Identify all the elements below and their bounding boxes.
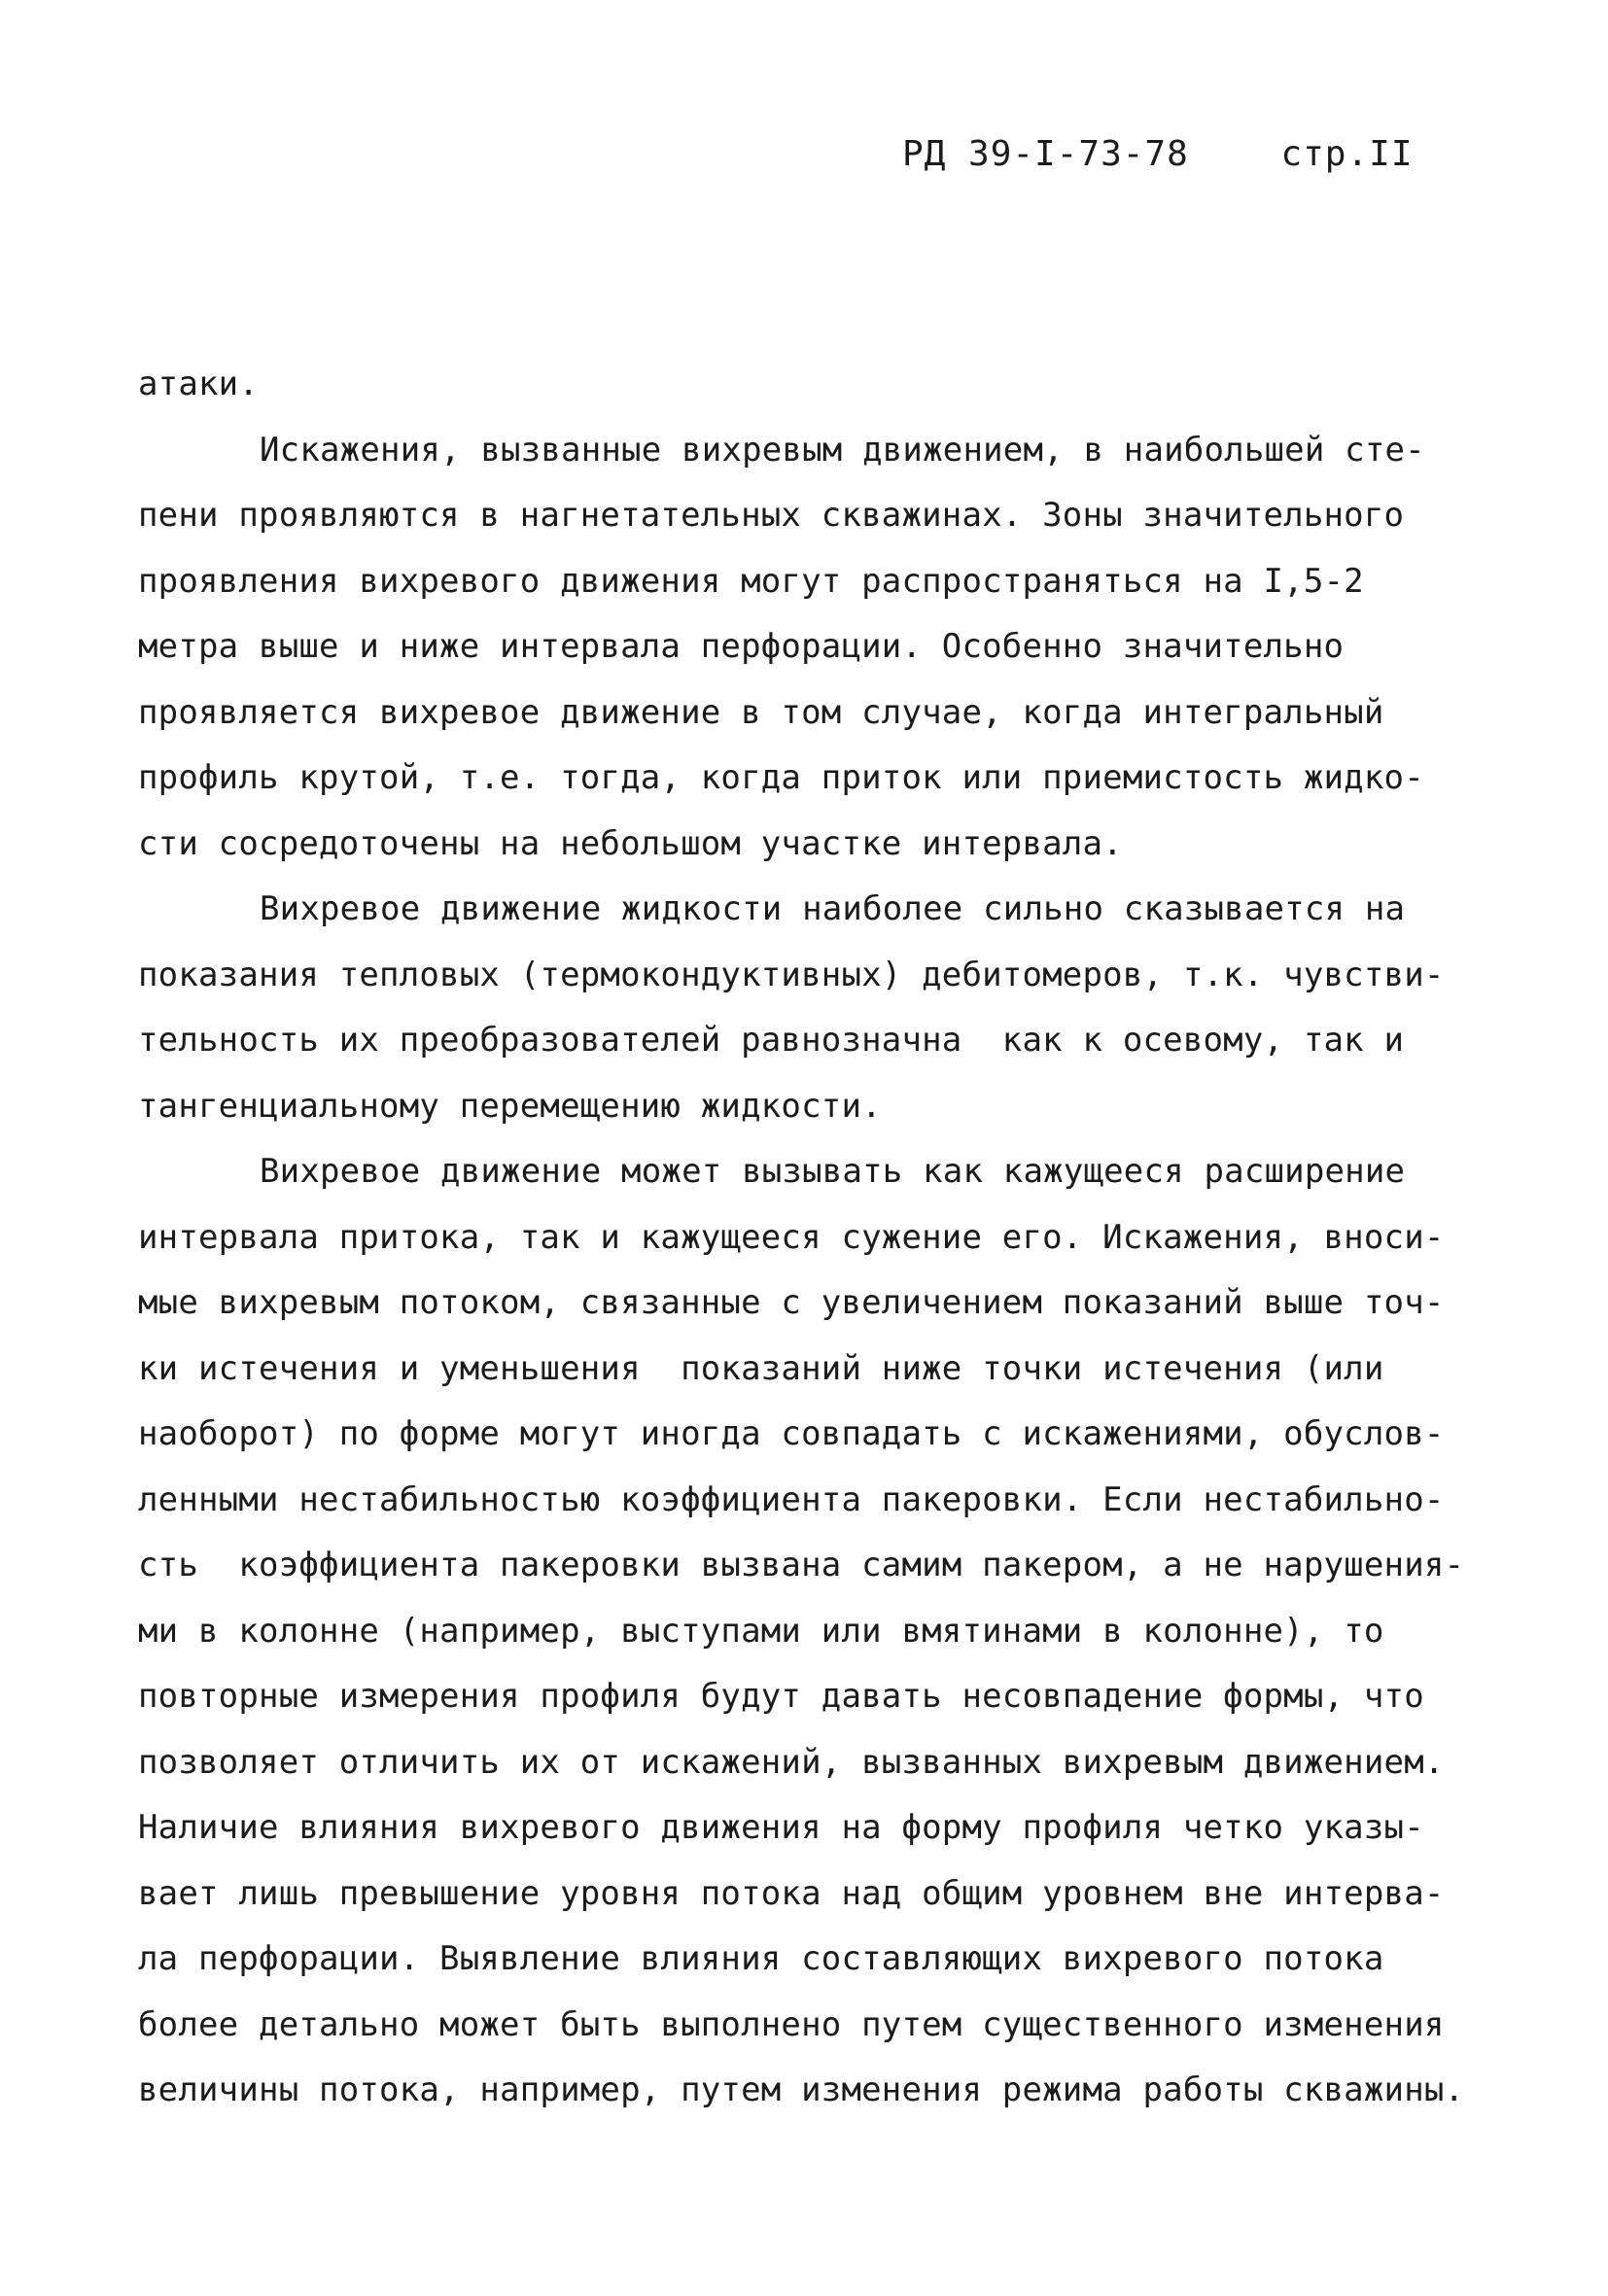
text-line: проявления вихревого движения могут распространяться на I,5-2 <box>138 561 1364 601</box>
text-line: тельность их преобразователей равнозначна как к осевому, так и <box>138 1021 1405 1060</box>
text-line: пени проявляются в нагнетательных скважинах. Зоны значительного <box>138 496 1405 535</box>
text-line: вает лишь превышение уровня потока над общим уровнем вне интерва- <box>138 1873 1445 1913</box>
text-line: проявляется вихревое движение в том случае, когда интегральный <box>138 692 1384 732</box>
text-line: сть коэффициента пакеровки вызвана самим пакером, а не нарушения- <box>138 1546 1465 1584</box>
text-line: Вихревое движение жидкости наиболее сильно сказывается на <box>260 889 1406 928</box>
text-line: атаки. <box>138 365 260 403</box>
page-header <box>902 134 1414 174</box>
body-text <box>138 352 1499 2124</box>
text-line: сти сосредоточены на небольшом участке интервала. <box>138 823 1123 863</box>
text-line: тангенциальному перемещению жидкости. <box>138 1086 882 1126</box>
text-line: ми в колонне (например, выступами или вмятинами в колонне), то <box>138 1611 1384 1651</box>
text-line: показания тепловых (термокондуктивных) дебитомеров, т.к. чувстви- <box>138 955 1445 994</box>
text-line: наоборот) по форме могут иногда совпадать с искажениями, обуслов- <box>138 1414 1445 1453</box>
page-number: стр.II <box>1280 134 1414 174</box>
text-line: ки истечения и уменьшения показаний ниже точки истечения (или <box>138 1348 1384 1388</box>
text-line: интервала притока, так и кажущееся сужение его. Искажения, вноси- <box>138 1217 1445 1257</box>
text-line: позволяет отличить их от искажений, вызванных вихревым движением. <box>138 1742 1445 1782</box>
text-line: более детально может быть выполнено путем существенного изменения <box>138 2004 1445 2044</box>
text-line: величины потока, например, путем изменения режима работы скважины. <box>138 2070 1465 2109</box>
text-line: мые вихревым потоком, связанные с увеличением показаний выше точ- <box>138 1283 1445 1322</box>
text-line: метра выше и ниже интервала перфорации. Особенно значительно <box>138 627 1345 666</box>
text-line: Наличие влияния вихревого движения на форму профиля четко указы- <box>138 1808 1424 1847</box>
document-code: РД 39-I-73-78 <box>902 134 1189 174</box>
text-line: ла перфорации. Выявление влияния составляющих вихревого потока <box>138 1939 1384 1978</box>
text-line: профиль крутой, т.е. тогда, когда приток или приемистость жидко- <box>138 758 1424 797</box>
text-line: Искажения, вызванные вихревым движением, в наибольшей сте- <box>260 430 1425 470</box>
text-line: ленными нестабильностью коэффициента пакеровки. Если нестабильно- <box>138 1479 1445 1519</box>
text-line: повторные измерения профиля будут давать несовпадение формы, что <box>138 1677 1424 1716</box>
text-line: Вихревое движение может вызывать как кажущееся расширение <box>260 1152 1406 1191</box>
